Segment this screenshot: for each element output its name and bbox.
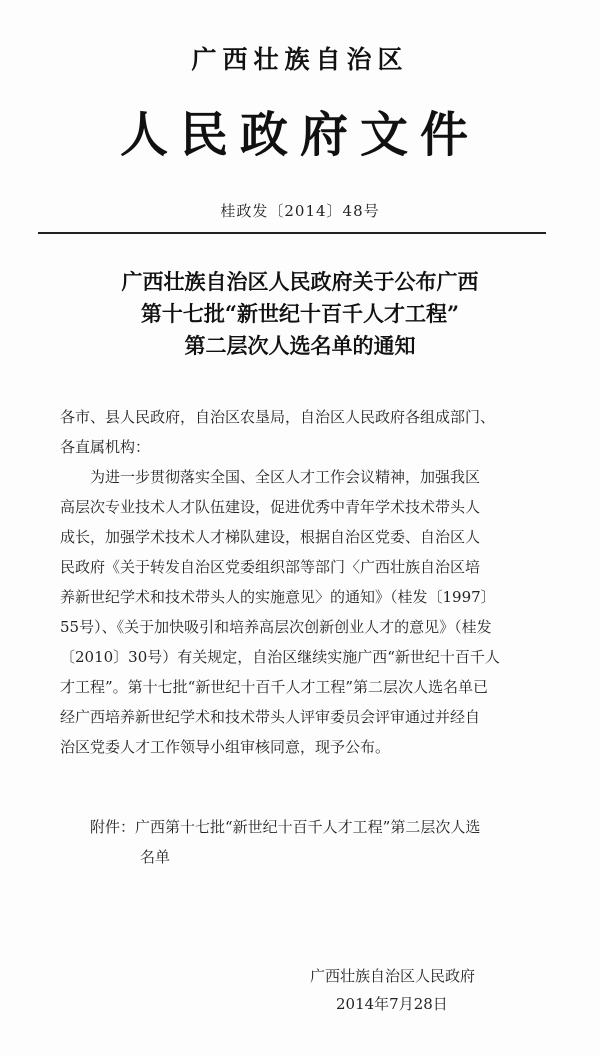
issuing-organization: 广西壮族自治区人民政府	[310, 967, 476, 985]
title-line: 第十七批“新世纪十百千人才工程”	[140, 301, 460, 326]
paragraph-line: 〔2010〕30号）有关规定，自治区继续实施广西“新世纪十百千人	[60, 648, 500, 666]
paragraph-line: 55号）、《关于加快吸引和培养高层次创新创业人才的意见》（桂发	[60, 618, 492, 636]
attachment-note	[90, 812, 550, 872]
title-line: 广西壮族自治区人民政府关于公布广西	[121, 269, 479, 294]
attachment-line: 名单	[140, 848, 171, 866]
document-title	[0, 266, 600, 362]
issuer-heading: 广西壮族自治区	[191, 45, 409, 74]
paragraph-line: 经广西培养新世纪学术和技术带头人评审委员会评审通过并经自	[60, 708, 481, 726]
header-divider	[38, 232, 546, 234]
document-number: 桂政发〔2014〕48号	[220, 202, 380, 220]
paragraph-line: 治区党委人才工作领导小组审核同意，现予公布。	[60, 738, 391, 756]
title-line: 第二层次人选名单的通知	[184, 333, 416, 358]
paragraph-line: 养新世纪学术和技术带头人的实施意见〉的通知》（桂发〔1997〕	[60, 588, 496, 606]
document-body	[60, 402, 548, 762]
addressee-line: 各市、县人民政府，自治区农垦局，自治区人民政府各组成部门、	[60, 408, 496, 426]
paragraph-line: 为进一步贯彻落实全国、全区人才工作会议精神，加强我区	[90, 468, 481, 486]
paragraph-line: 才工程”。第十七批“新世纪十百千人才工程”第二层次人选名单已	[60, 678, 489, 696]
paragraph-line: 民政府《关于转发自治区党委组织部等部门〈广西壮族自治区培	[60, 558, 481, 576]
paragraph-line: 高层次专业技术人才队伍建设，促进优秀中青年学术技术带头人	[60, 498, 481, 516]
addressee-line: 各直属机构：	[60, 438, 151, 456]
signature-block	[310, 962, 530, 1018]
document-type-heading: 人民政府文件	[119, 107, 480, 163]
attachment-line: 附件：广西第十七批“新世纪十百千人才工程”第二层次人选	[90, 818, 481, 836]
paragraph-line: 成长，加强学术技术人才梯队建设，根据自治区党委、自治区人	[60, 528, 481, 546]
issue-date: 2014年7月28日	[336, 995, 448, 1013]
